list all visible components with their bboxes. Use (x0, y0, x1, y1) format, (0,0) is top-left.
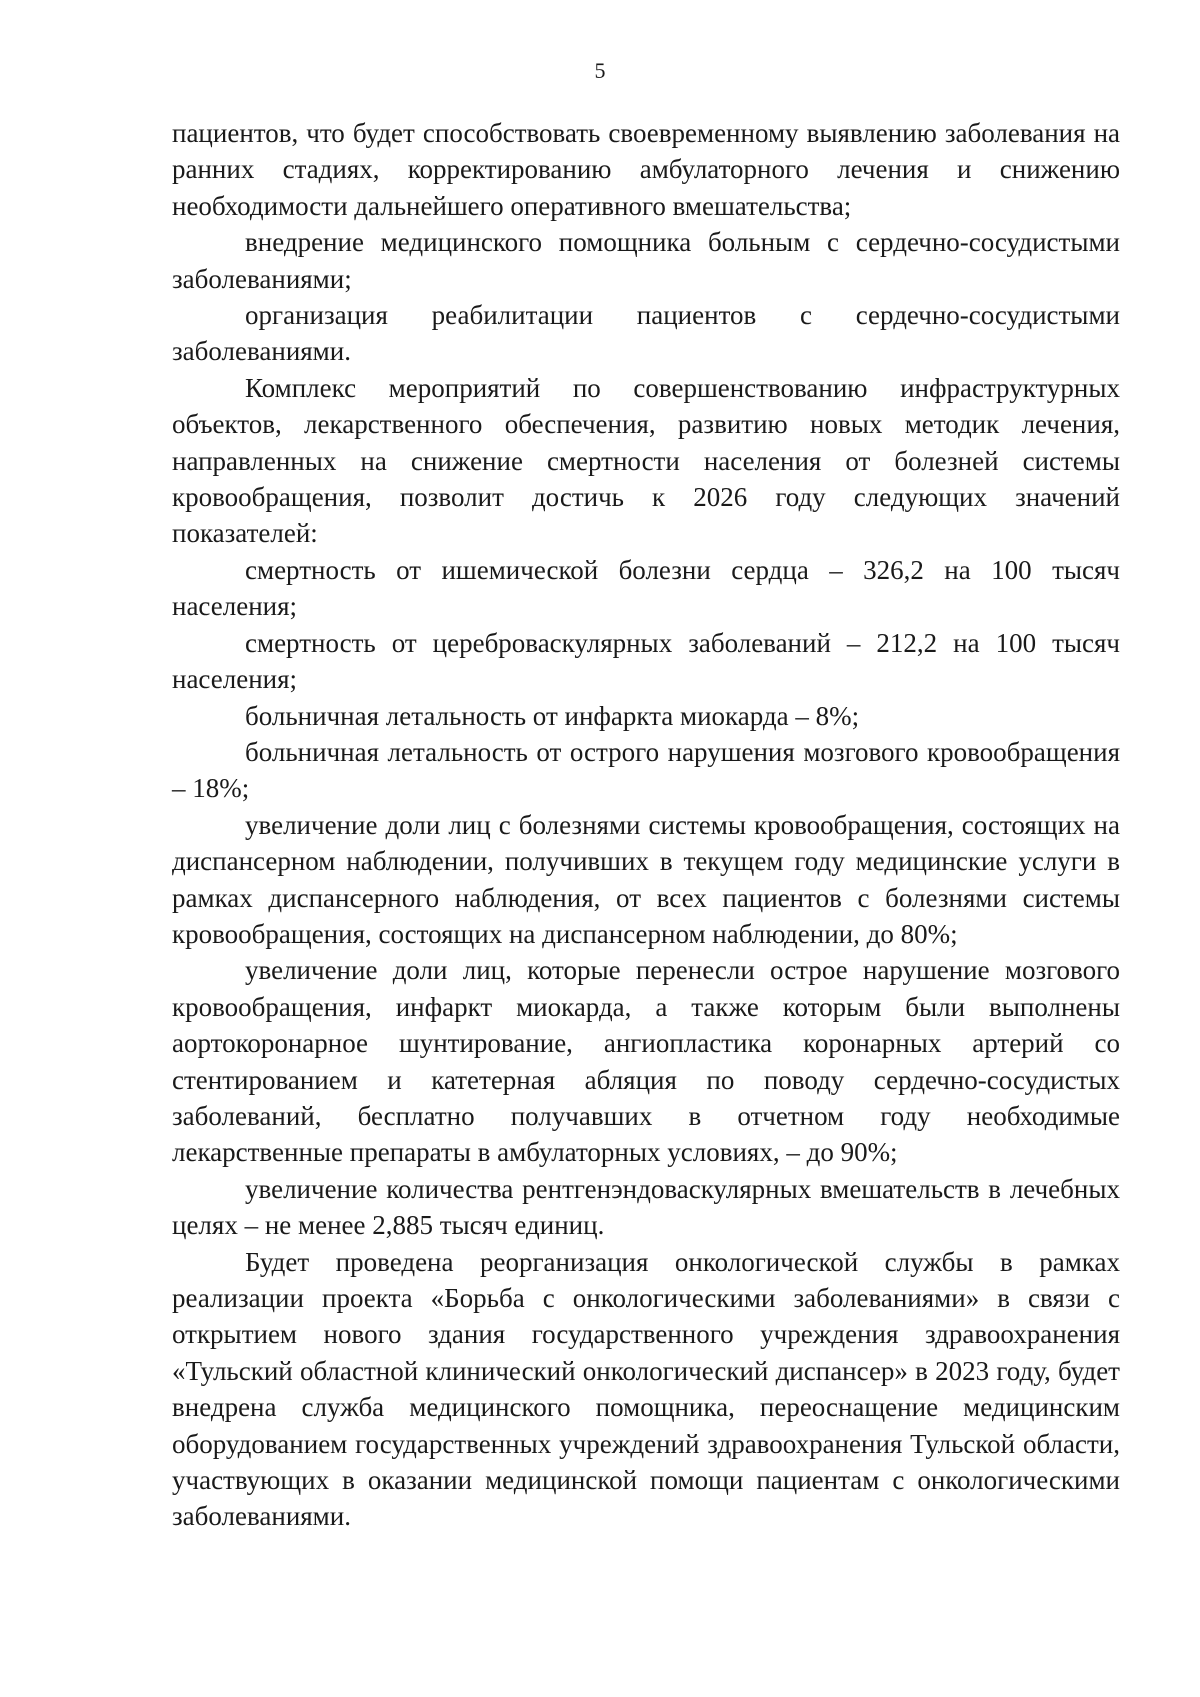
indicator-infarction-lethality: больничная летальность от инфаркта миокарда – 8%; (245, 700, 860, 731)
indicator-stroke-lethality: больничная летальность от острого нарушения мозгового кровообращения – 18%; (172, 736, 1120, 804)
paragraph-oncology-reorganization: Будет проведена реорганизация онкологической службы в рамках реализации проекта «Борьба с онкологическими заболеваниями» в связи с открытием нового здания государственного учреждения здравоохранения «Тульский областной клинический онкологический диспансер» в 2023 году, будет внедрена служба медицинского помощника, переоснащение медицинским оборудованием государственных учреждений здравоохранения Тульской области, участвующих в оказании медицинской помощи пациентам с онкологическими заболеваниями. (172, 1246, 1120, 1532)
page-number: 5 (594, 58, 606, 83)
paragraph-medical-assistant: внедрение медицинского помощника больным с сердечно-сосудистыми заболеваниями; (172, 227, 1120, 294)
indicator-endovascular-interventions: увеличение количества рентгенэндоваскулярных вмешательств в лечебных целях – не менее 2,885 тысяч единиц. (172, 1173, 1120, 1241)
indicator-free-medication-share: увеличение доли лиц, которые перенесли острое нарушение мозгового кровообращения, инфаркт миокарда, а также которым были выполнены аортокоронарное шунтирование, ангиопластика коронарных артерий со стентированием и катетерная абляция по поводу сердечно-сосудистых заболеваний, бесплатно получавших в отчетном году необходимые лекарственные препараты в амбулаторных условиях, – до 90%; (172, 955, 1120, 1168)
indicator-ischemic-mortality: смертность от ишемической болезни сердца – 326,2 на 100 тысяч населения; (172, 554, 1120, 622)
document-body (172, 115, 1120, 1535)
paragraph-continuation: пациентов, что будет способствовать своевременному выявлению заболевания на ранних стадиях, корректированию амбулаторного лечения и снижению необходимости дальнейшего оперативного вмешательства; (172, 118, 1120, 221)
paragraph-measures-complex: Комплекс мероприятий по совершенствованию инфраструктурных объектов, лекарственного обеспечения, развитию новых методик лечения, направленных на снижение смертности населения от болезней системы кровообращения, позволит достичь к 2026 году следующих значений показателей: (172, 372, 1120, 549)
paragraph-rehabilitation: организация реабилитации пациентов с сердечно-сосудистыми заболеваниями. (172, 300, 1120, 367)
indicator-dispensary-share: увеличение доли лиц с болезнями системы кровообращения, состоящих на диспансерном наблюдении, получивших в текущем году медицинские услуги в рамках диспансерного наблюдения, от всех пациентов с болезнями системы кровообращения, состоящих на диспансерном наблюдении, до 80%; (172, 809, 1120, 949)
indicator-cerebrovascular-mortality: смертность от цереброваскулярных заболеваний – 212,2 на 100 тысяч населения; (172, 627, 1120, 695)
